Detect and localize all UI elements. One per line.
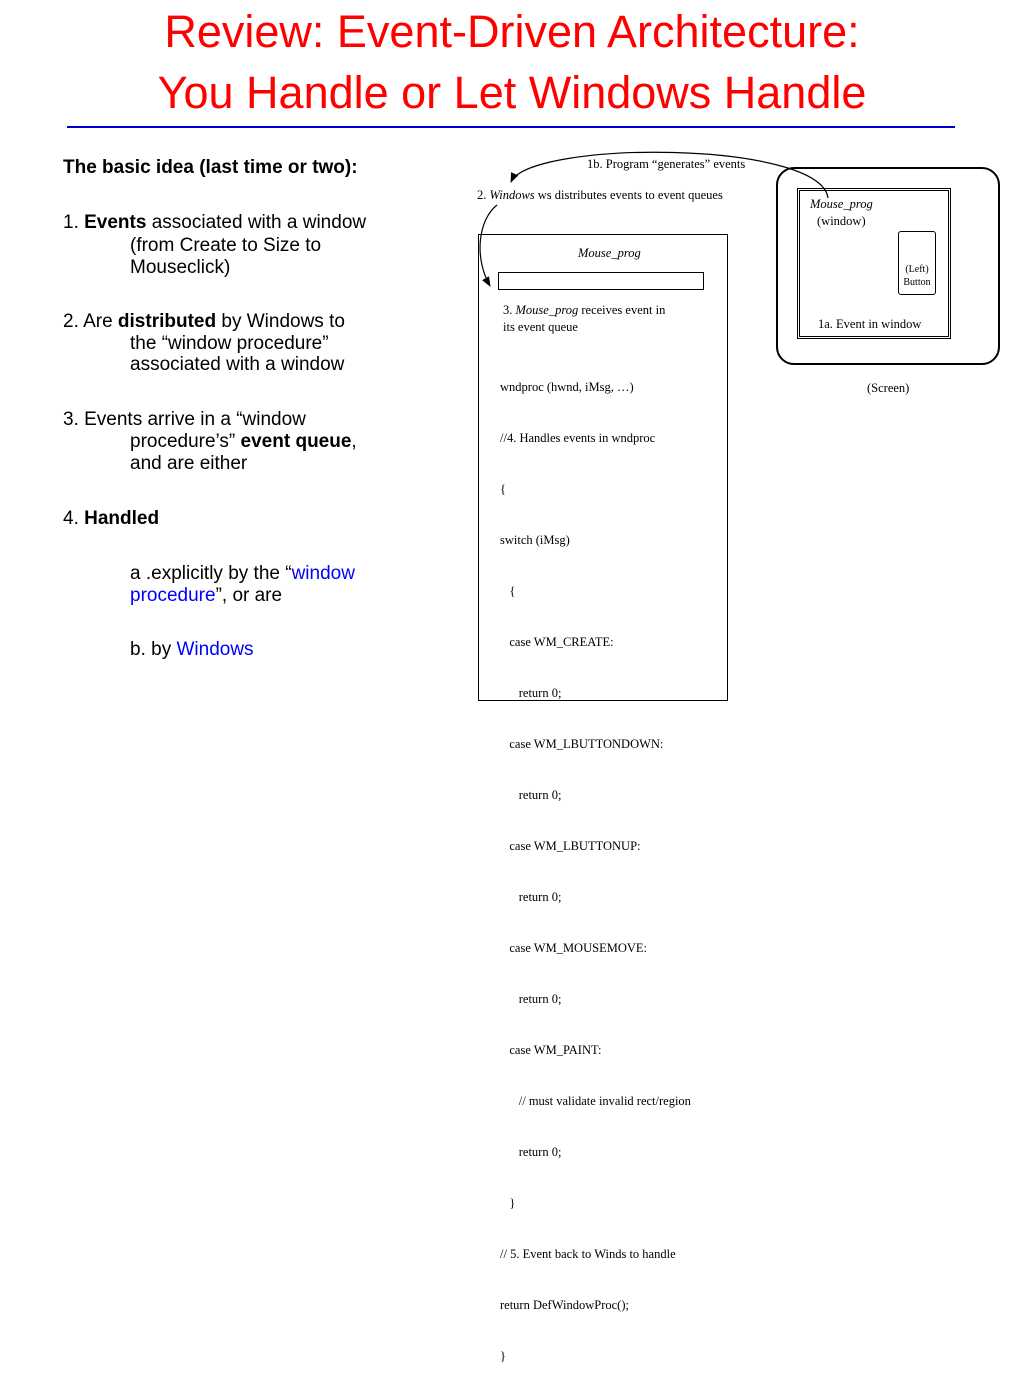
code-line: return 0; xyxy=(500,788,562,802)
code-line: return 0; xyxy=(500,1145,562,1159)
code-line: return DefWindowProc(); xyxy=(500,1298,629,1312)
code-line: wndproc (hwnd, iMsg, …) xyxy=(500,380,634,394)
code-line: return 0; xyxy=(500,890,562,904)
code-line: return 0; xyxy=(500,686,562,700)
code-line: } xyxy=(500,1196,516,1210)
item-3-line-2: procedure’s” event queue, xyxy=(130,431,357,452)
label-3-line-1: 3. Mouse_prog receives event in xyxy=(503,303,666,317)
event-queue xyxy=(498,272,704,290)
code-line: case WM_LBUTTONUP: xyxy=(500,839,641,853)
wndproc-code xyxy=(500,345,691,1382)
sub-item-b: b. by Windows xyxy=(130,639,254,660)
item-3-line-1: 3. Events arrive in a “window xyxy=(63,409,306,430)
window-title: Mouse_prog xyxy=(810,197,873,211)
item-3-line-3: and are either xyxy=(130,453,248,474)
screen-label: (Screen) xyxy=(867,381,910,395)
code-line: { xyxy=(500,584,516,598)
code-line: // must validate invalid rect/region xyxy=(500,1094,691,1108)
code-line: case WM_CREATE: xyxy=(500,635,614,649)
slide-title-line-1: Review: Event-Driven Architecture: xyxy=(164,6,860,57)
code-line: //4. Handles events in wndproc xyxy=(500,431,656,445)
item-4: 4. Handled xyxy=(63,508,160,529)
window-subtitle: (window) xyxy=(817,214,866,228)
code-line: case WM_PAINT: xyxy=(500,1043,602,1057)
code-line: return 0; xyxy=(500,992,562,1006)
left-heading: The basic idea (last time or two): xyxy=(63,157,358,178)
button-label: (Left) Button xyxy=(903,264,931,288)
sub-item-a-line-1: a .explicitly by the “window xyxy=(130,563,355,584)
label-1b: 1b. Program “generates” events xyxy=(587,157,746,171)
item-1-line-2: (from Create to Size to xyxy=(130,235,322,256)
label-3-line-2: its event queue xyxy=(503,320,578,334)
label-2: 2. Windows ws distributes events to event queues xyxy=(477,188,723,202)
code-line: { xyxy=(500,482,506,496)
code-line: switch (iMsg) xyxy=(500,533,570,547)
label-1a: 1a. Event in window xyxy=(818,317,922,331)
code-line: case WM_LBUTTONDOWN: xyxy=(500,737,664,751)
sub-item-a-line-2: procedure”, or are xyxy=(130,585,283,606)
item-1-line-1: 1. Events associated with a window xyxy=(63,212,367,233)
code-line: // 5. Event back to Winds to handle xyxy=(500,1247,676,1261)
item-2-line-3: associated with a window xyxy=(130,354,345,375)
item-2-line-2: the “window procedure” xyxy=(130,333,329,354)
slide-title-line-2: You Handle or Let Windows Handle xyxy=(157,67,867,118)
code-line: case WM_MOUSEMOVE: xyxy=(500,941,647,955)
program-box-title: Mouse_prog xyxy=(578,246,641,260)
item-1-line-3: Mouseclick) xyxy=(130,257,231,278)
code-line: } xyxy=(500,1349,506,1363)
item-2-line-1: 2. Are distributed by Windows to xyxy=(63,311,345,332)
